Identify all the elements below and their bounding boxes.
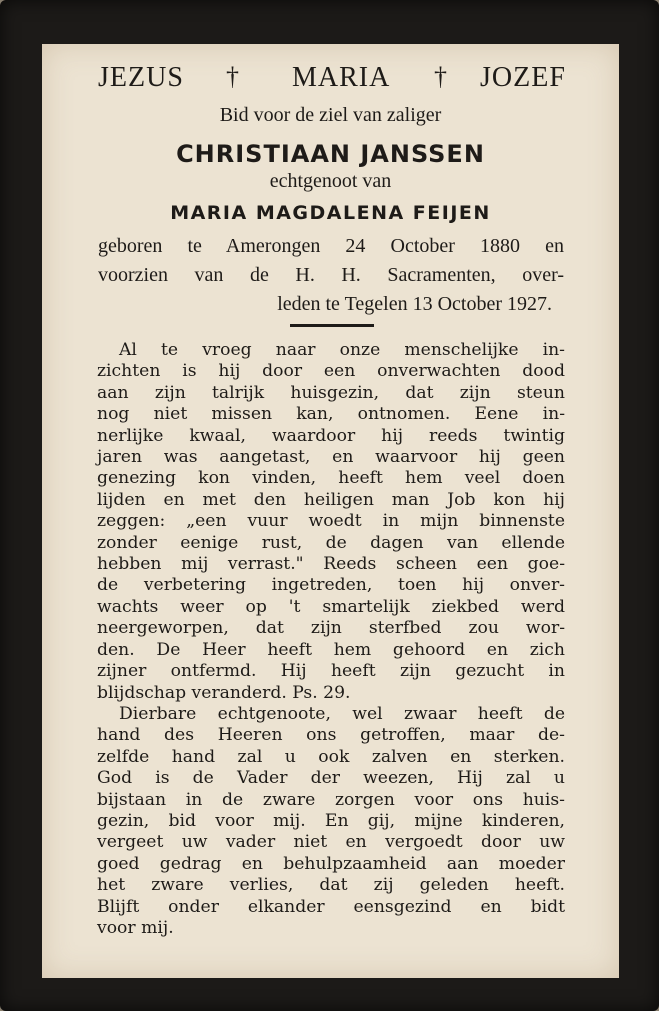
- text-line: het zware verlies, dat zij geleden heeft.: [97, 875, 565, 896]
- text-line: God is de Vader der weezen, Hij zal u: [97, 768, 565, 789]
- text-line: vergeet uw vader niet en vergoedt door uw: [97, 832, 565, 853]
- text-line: zeggen: „een vuur woedt in mijn binnenste: [97, 511, 565, 532]
- cross-icon: †: [434, 62, 448, 91]
- text-line: Al te vroeg naar onze menschelijke in-: [119, 340, 565, 360]
- text-line: bijstaan in de zware zorgen voor ons huis-: [97, 789, 565, 810]
- text-line: goed gedrag en behulpzaamheid aan moeder: [97, 853, 565, 874]
- text-line: voor mij.: [97, 917, 174, 938]
- word-maria: MARIA: [292, 62, 391, 93]
- word-jozef: JOZEF: [480, 62, 566, 93]
- invocation-line: [42, 62, 619, 102]
- text-line: wachts weer op 't smartelijk ziekbed werd: [97, 596, 565, 617]
- deceased-name: CHRISTIAAN JANSSEN: [176, 140, 485, 168]
- text-line: de verbetering ingetreden, toen hij onver-: [97, 575, 565, 596]
- text-line: Dierbare echtgenoote, wel zwaar heeft de: [119, 703, 565, 724]
- dates-line: leden te Tegelen 13 October 1927.: [277, 293, 552, 315]
- spouse-intro: echtgenoot van: [269, 170, 392, 192]
- text-line: zelfde hand zal u ook zalven en sterken.: [97, 746, 565, 767]
- life-dates: [98, 232, 564, 319]
- text-line: hand des Heeren ons getroffen, maar de-: [97, 725, 565, 746]
- text-line: nog niet missen kan, ontnomen. Eene in-: [97, 404, 565, 425]
- text-line: genezing kon vinden, heeft hem veel doen: [97, 468, 565, 489]
- text-line: zichten is hij door een onverwachten dood: [97, 361, 565, 382]
- dates-line: geboren te Amerongen 24 October 1880 en: [98, 235, 564, 257]
- text-line: hebben mij verrast." Reeds scheen een goe-: [97, 554, 565, 575]
- text-line: blijdschap veranderd. Ps. 29.: [97, 682, 351, 703]
- dates-line: voorzien van de H. H. Sacramenten, over-: [98, 264, 564, 286]
- text-line: Blijft onder elkander eensgezind en bidt: [97, 896, 565, 917]
- text-line: lijden en met den heiligen man Job kon hij: [97, 489, 565, 510]
- prayer-line: Bid voor de ziel van zaliger: [219, 104, 442, 126]
- cross-icon: †: [226, 62, 240, 91]
- text-line: zijner ontfermd. Hij heeft zijn gezucht in: [97, 661, 565, 682]
- memorial-text: [97, 340, 565, 939]
- card-paper: [42, 44, 619, 978]
- text-line: den. De Heer heeft hem gehoord en zich: [97, 639, 565, 660]
- text-line: jaren was aangetast, en waarvoor hij geen: [97, 447, 565, 468]
- text-line: nerlijke kwaal, waardoor hij reeds twintig: [97, 425, 565, 446]
- text-line: neergeworpen, dat zijn sterfbed zou wor-: [97, 618, 565, 639]
- divider: [290, 324, 374, 327]
- text-line: zonder eenige rust, de dagen van ellende: [97, 532, 565, 553]
- word-jezus: JEZUS: [98, 62, 184, 93]
- text-line: aan zijn talrijk huisgezin, dat zijn steun: [97, 382, 565, 403]
- spouse-name: MARIA MAGDALENA FEIJEN: [170, 202, 491, 224]
- text-line: gezin, bid voor mij. En gij, mijne kinderen,: [97, 810, 565, 831]
